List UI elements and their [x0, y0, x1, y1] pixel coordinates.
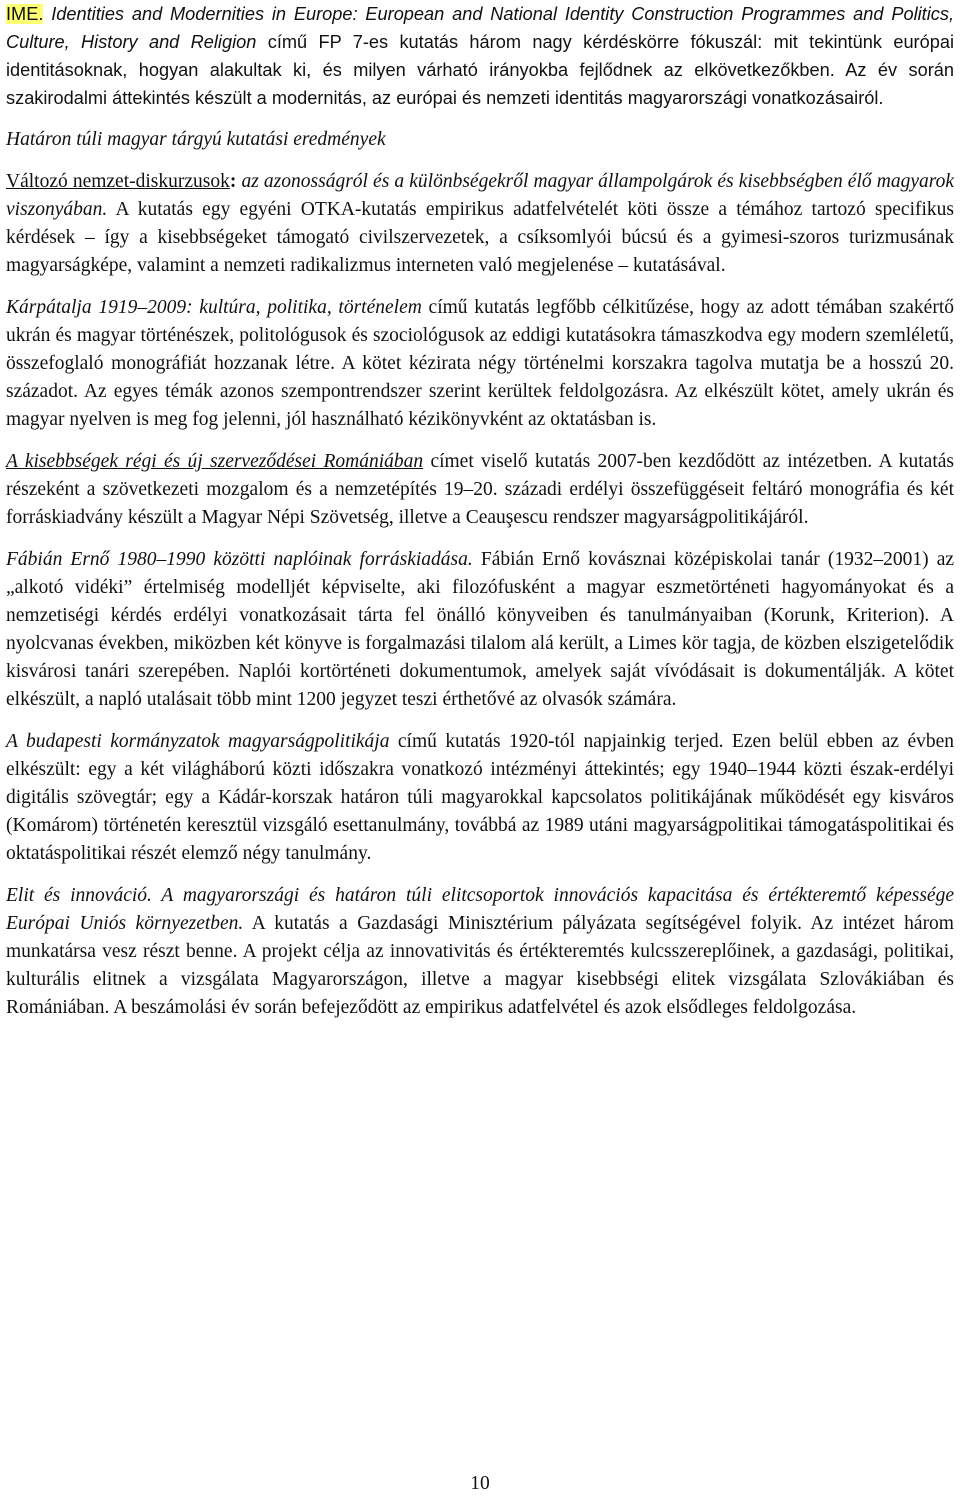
page-number: 10: [470, 1473, 490, 1494]
paragraph-elit: [6, 882, 954, 1022]
paragraph-text: című kutatás 1920-tól napjainkig terjed. Ezen belül ebben az évben elkészült: egy a két világháború közti időszakra vonatkozó intézményi áttekintés; egy 1940–1944 közti észak-erdélyi digitális szövegtár; egy a Kádár-korszak határon túli magyarokkal kapcsolatos politikájának működését egy kisváros (Komárom) történetén keresztül vizsgáló esettanulmány, továbbá az 1989 utáni magyarságpolitikai támogatáspolitikai és oktatáspolitikai részét elemző négy tanulmány.: [6, 731, 954, 864]
project-title-fabian: Fábián Ernő 1980–1990 közötti naplóinak forráskiadása.: [6, 549, 473, 570]
project-title-underlined: Változó nemzet-diskurzusok: [6, 171, 230, 192]
paragraph-ime-tail: Az év során szakirodalmi áttekintés készült a modernitás, az európai és nemzeti identitás magyarországi vonatkozásairól.: [6, 60, 954, 108]
paragraph-ime-text: című FP 7-es kutatás három nagy kérdéskörre fókuszál: mit tekintünk európai identitásoknak, hogyan alakultak ki, és milyen várható irányokba fejlődnek az elkövetkezőkben.: [6, 32, 954, 80]
paragraph-text: A kutatás a Gazdasági Minisztérium pályázata segítségével folyik. Az intézet három munkatársa vesz részt benne. A projekt célja az innovativitás és értékteremtés kulcsszereplőinek, a gazdasági, politikai, kulturális elitnek a vizsgálata Magyarországon, illetve a magyar kisebbségi elitek vizsgálata Szlovákiában és Romániában. A beszámolási év során befejeződött az empirikus adatfelvétel és azok elsődleges feldolgozása.: [6, 913, 954, 1018]
project-title-budapesti: A budapesti kormányzatok magyarságpolitikája: [6, 731, 390, 752]
project-title-italic: az azonosságról és a különbségekről magyar állampolgárok és kisebbségben élő magyarok viszonyában.: [6, 171, 954, 220]
paragraph-text: Fábián Ernő kovásznai középiskolai tanár (1932–2001) az „alkotó vidéki” értelmiség modelljét képviselte, aki filozófusként a magyar eszmetörténeti hagyományokat és a nemzetiségi kérdés erdélyi vonatkozásait tárta fel önálló könyveiben és tanulmányaiban (Korunk, Kriterion). A nyolcvanas években, miközben két könyve is forgalmazási tilalom alá került, a Limes kör tagja, de közben elszigetelődik kisvárosi tanári szerepében. Naplói kortörténeti dokumentumok, amelyek saját vívódásait is dokumentálják. A kötet elkészült, a napló utalásait több mint 1200 jegyzet teszi érthetővé az olvasók számára.: [6, 549, 955, 710]
highlighted-lead: IME.: [6, 4, 44, 24]
paragraph-ime-project: [6, 0, 954, 112]
project-title-ime: Identities and Modernities in Europe: European and National Identity Construction Programmes and Politics, Culture, History and Religion: [6, 4, 954, 52]
project-title-kisebbsegek: A kisebbségek régi és új szerveződései Romániában: [6, 451, 424, 472]
title-colon: :: [229, 171, 237, 192]
paragraph-budapesti: [6, 728, 954, 868]
section-heading: Határon túli magyar tárgyú kutatási eredmények: [6, 129, 386, 150]
paragraph-text: címet viselő kutatás 2007-ben kezdődött az intézetben. A kutatás részeként a szövetkezeti mozgalom és a nemzetépítés 19–20. századi erdélyi összefüggéseit feltáró monográfia és két forráskiadvány készült a Magyar Népi Szövetség, illetve a Ceauşescu rendszer magyarságpolitikájáról.: [6, 451, 954, 528]
project-title-karpatalja: Kárpátalja 1919–2009: kultúra, politika, történelem: [6, 297, 422, 318]
paragraph-karpatalja: [6, 294, 954, 434]
paragraph-text: A kutatás egy egyéni OTKA-kutatás empirikus adatfelvételét köti össze a témához tartozó specifikus kérdések – így a kisebbségeket támogató civilszervezetek, a csíksomlyói búcsú és a gyimesi-szoros turizmusának magyarságképe, valamint a nemzeti radikalizmus interneten való megjelenése – kutatásával.: [6, 199, 954, 276]
paragraph-kisebbsegek: [6, 448, 954, 532]
paragraph-fabian: [6, 546, 954, 714]
project-title-elit: Elit és innováció. A magyarországi és határon túli elitcsoportok innovációs kapacitása és értékteremtő képessége Európai Uniós környezetben.: [6, 885, 954, 934]
paragraph-nemzet-diskurzusok: [6, 168, 954, 280]
paragraph-text: című kutatás legfőbb célkitűzése, hogy az adott témában szakértő ukrán és magyar történészek, politológusok és szociológusok az eddigi kutatásokra támaszkodva egy modern szemléletű, összefoglaló monográfiát hozzanak létre. A kötet kézirata négy történelmi korszakra tagolva mutatja be a hosszú 20. századot. Az egyes témák azonos szempontrendszer szerint kerültek feldolgozásra. Az elkészült kötet, amely ukrán és magyar nyelven is meg fog jelenni, jól használható kézikönyvként az oktatásban is.: [6, 297, 954, 430]
